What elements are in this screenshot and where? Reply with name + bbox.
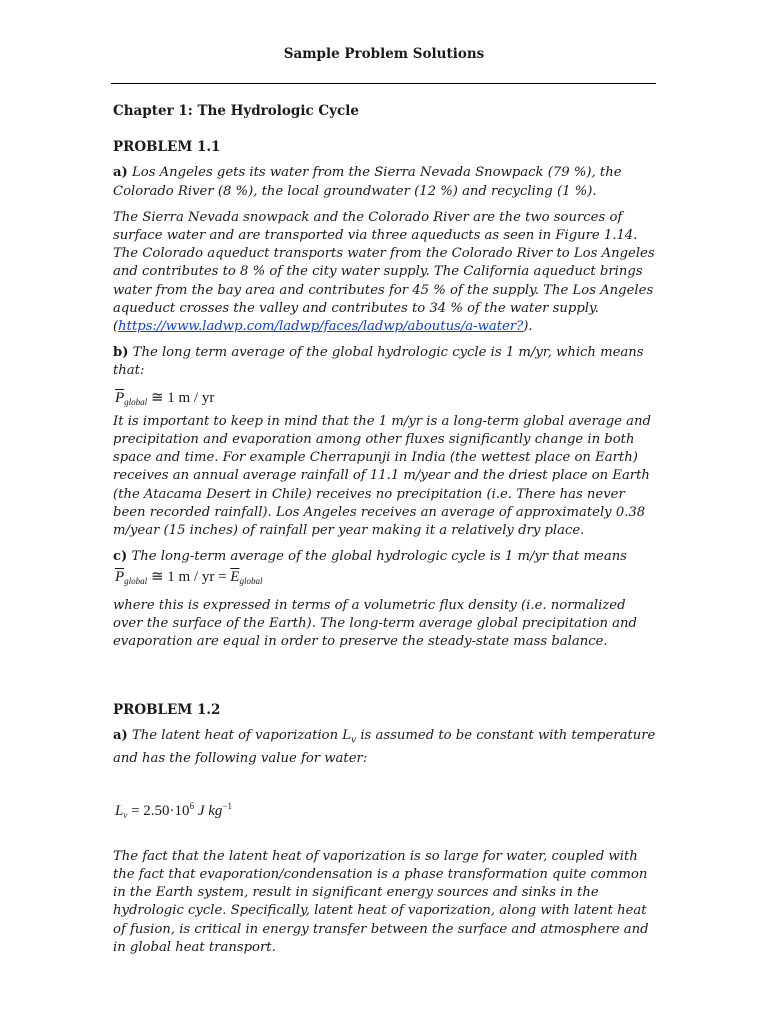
problem-1-1-b-text: The long term average of the global hydrologic cycle is 1 m/yr, which means that: bbox=[113, 345, 644, 379]
eq-e-symbol: $\overline{E}$ bbox=[230, 569, 240, 586]
problem-1-1-a-text: Los Angeles gets its water from the Sierra Nevada Snowpack (79 %), the Colorado River (8 %), the local groundwater (12 %) and recycling (1 %). bbox=[113, 165, 622, 199]
equation-latent-heat bbox=[115, 797, 658, 824]
problem-1-1-b-paragraph: It is important to keep in mind that the 1 m/yr is a long-term global average and precipitation and evaporation among other fluxes significantly change in both space and time. For example Cherrapunji in India (the wettest place on Earth) receives an annual average rainfall of 11.1 m/year and the driest place on Earth (the Atacama Desert in Chile) receives no precipitation (i.e. There has never been recorded rainfall). Los Angeles receives an average of approximately 0.38 m/year (15 inches) of rainfall per year making it a relatively dry place. bbox=[113, 413, 651, 539]
eq-relation: ≅ 1 m / yr bbox=[147, 389, 215, 406]
chapter-heading: Chapter 1: The Hydrologic Cycle bbox=[113, 103, 359, 119]
equation-spacer bbox=[113, 777, 658, 797]
eq-l-symbol: L bbox=[115, 802, 124, 819]
link-close-paren: ). bbox=[523, 319, 533, 335]
problem-1-2-a-text: The latent heat of vaporization L bbox=[132, 728, 352, 744]
document-body bbox=[113, 102, 658, 965]
problem-1-1-b bbox=[113, 344, 658, 380]
aqueduct-description: The Sierra Nevada snowpack and the Colorado River are the two sources of surface water and are transported via three aqueducts as seen in Figure 1.14. The Colorado aqueduct transports water from the Colorado River to Los Angeles and contributes to 8 % of the city water supply. The California aqueduct brings water from the bay area and contributes for 45 % of the supply. The Los Angeles aqueduct crosses the valley and contributes to 34 % of the water supply. bbox=[113, 209, 655, 316]
eq-p-symbol: $\overline{P}$ bbox=[115, 389, 125, 406]
eq-relation: ≅ 1 m / yr = bbox=[147, 569, 231, 586]
problem-1-2-heading: PROBLEM 1.2 bbox=[113, 702, 221, 719]
eq-unit-exponent: −1 bbox=[222, 800, 232, 811]
problem-1-1-c-text: The long-term average of the global hydrologic cycle is 1 m/yr that means bbox=[131, 549, 627, 565]
problem-1-1-heading: PROBLEM 1.1 bbox=[113, 139, 221, 156]
part-label-a: a) bbox=[113, 728, 128, 744]
part-label-c: c) bbox=[113, 549, 128, 565]
problem-1-1-a-paragraph bbox=[113, 209, 658, 336]
eq-p-symbol: $\overline{P}$ bbox=[115, 569, 125, 586]
problem-1-2-a bbox=[113, 727, 658, 768]
eq-unit: J kg bbox=[194, 802, 223, 819]
eq-value: = 2.50·10 bbox=[127, 802, 190, 819]
section-spacer bbox=[113, 659, 658, 701]
eq-subscript: global bbox=[124, 576, 148, 587]
problem-1-1-c bbox=[113, 548, 658, 566]
page-header-title: Sample Problem Solutions bbox=[283, 46, 485, 62]
eq-subscript: v bbox=[123, 809, 128, 820]
eq-subscript: global bbox=[124, 396, 148, 407]
lv-subscript: v bbox=[351, 736, 357, 747]
problem-1-2-a-paragraph: The fact that the latent heat of vaporization is so large for water, coupled with the fact that evaporation/condensation is a phase transformation quite common in the Earth system, result in significant energy sources and sinks in the hydrologic cycle. Specifically, latent heat of vaporization, along with latent heat of fusion, is critical in energy transfer between the surface and atmosphere and in global heat transport. bbox=[113, 848, 649, 955]
ladwp-link[interactable]: https://www.ladwp.com/ladwp/faces/ladwp/aboutus/a-water? bbox=[118, 319, 524, 335]
equation-global-precipitation bbox=[115, 389, 658, 411]
part-label-a: a) bbox=[113, 165, 128, 181]
problem-1-2-a-text-cont: is assumed to be constant with temperature and has the following value for water: bbox=[113, 728, 656, 767]
eq-exponent: 6 bbox=[189, 800, 195, 811]
equation-precip-equals-evap bbox=[115, 568, 658, 590]
problem-1-1-c-paragraph: where this is expressed in terms of a volumetric flux density (i.e. normalized over the surface of the Earth). The long-term average global precipitation and evaporation are equal in order to preserve the steady-state mass balance. bbox=[113, 597, 637, 650]
link-open-paren: ( bbox=[113, 319, 119, 335]
eq-subscript: global bbox=[239, 576, 263, 587]
problem-1-1-a bbox=[113, 164, 658, 200]
header-divider bbox=[111, 83, 656, 84]
part-label-b: b) bbox=[113, 345, 129, 361]
